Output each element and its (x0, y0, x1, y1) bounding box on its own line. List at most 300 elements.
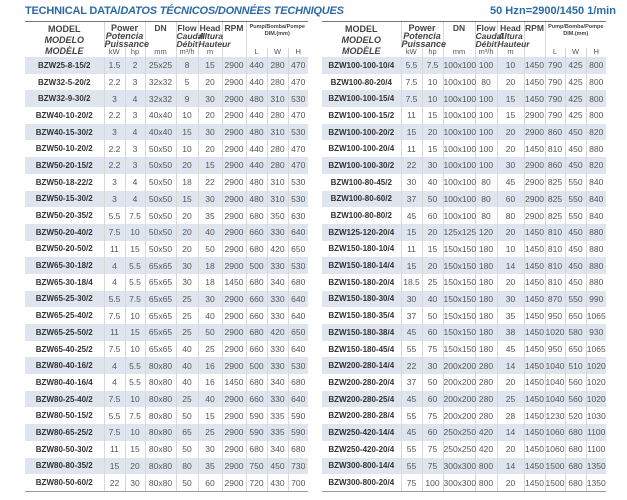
cell-dim-l: 790 (545, 90, 565, 107)
table-row (25, 274, 308, 291)
cell-dim-w: 310 (267, 90, 288, 107)
cell-dim-l: 680 (246, 374, 267, 391)
cell-dim-h: 1350 (586, 458, 606, 475)
cell-dn: 200x200 (443, 357, 475, 374)
cell-dn: 200x200 (443, 391, 475, 408)
cell-flow: 65 (176, 424, 198, 441)
cell-power-kw: 30 (401, 291, 422, 308)
cell-rpm: 2900 (222, 441, 246, 458)
cell-head: 80 (497, 207, 524, 224)
cell-rpm: 1450 (524, 357, 545, 374)
table-header (322, 22, 606, 58)
table-row (322, 407, 606, 424)
cell-dn: 150x150 (443, 274, 475, 291)
cell-model: BZW65-25-40/2 (35, 311, 93, 321)
table-row (25, 90, 308, 107)
cell-model: BZW100-100-20/4 (328, 144, 395, 154)
cell-power-kw: 7.5 (104, 224, 125, 241)
table-row (322, 341, 606, 358)
cell-power-kw: 11 (104, 441, 125, 458)
cell-power-kw: 4 (104, 274, 125, 291)
table-row (322, 324, 606, 341)
cell-model: BZW100-100-10/4 (322, 57, 401, 74)
cell-power-hp: 10 (125, 307, 145, 324)
cell-dim-h: 680 (288, 274, 308, 291)
cell-head: 14 (497, 357, 524, 374)
cell-dim-h: 840 (586, 207, 606, 224)
cell-dim-w: 340 (267, 441, 288, 458)
cell-head: 60 (497, 191, 524, 208)
cell-head: 25 (497, 391, 524, 408)
cell-dim-w: 450 (565, 241, 586, 258)
unit-head: m (198, 48, 222, 57)
cell-head: 20 (497, 441, 524, 458)
cell-rpm: 2900 (222, 291, 246, 308)
unit-flow: m³/h (475, 48, 497, 57)
cell-head: 15 (497, 107, 524, 124)
cell-model: BZW200-280-20/4 (328, 377, 395, 387)
cell-model: BZW100-80-80/2 (330, 211, 392, 221)
cell-dim-h: 680 (288, 441, 308, 458)
table-row (25, 441, 308, 458)
cell-rpm: 2900 (222, 57, 246, 74)
cell-power-kw: 11 (401, 140, 422, 157)
dn-header (443, 22, 475, 49)
cell-power-hp: 15 (422, 140, 443, 157)
table-row (25, 474, 308, 491)
cell-dim-w: 680 (565, 458, 586, 475)
cell-model: BZW80-40-16/2 (25, 357, 104, 374)
cell-power-kw: 3 (104, 90, 125, 107)
cell-model: BZW125-120-20/4 (322, 224, 401, 241)
cell-dim-w: 425 (565, 90, 586, 107)
cell-head: 40 (198, 391, 222, 408)
cell-head: 20 (497, 74, 524, 91)
cell-flow: 180 (475, 341, 497, 358)
cell-head: 20 (497, 224, 524, 241)
cell-model: BZW65-40-25/2 (35, 344, 93, 354)
cell-flow: 180 (475, 274, 497, 291)
cell-model: BZW32-5-20/2 (38, 77, 91, 87)
cell-model: BZW250-420-14/4 (322, 424, 401, 441)
cell-dim-h: 990 (586, 291, 606, 308)
cell-power-hp: 30 (422, 157, 443, 174)
cell-power-kw: 15 (104, 458, 125, 475)
cell-power-hp: 60 (422, 324, 443, 341)
cell-dim-h: 800 (586, 90, 606, 107)
cell-head: 16 (198, 357, 222, 374)
cell-power-kw: 3 (104, 124, 125, 141)
head-fr: Hauteur (198, 39, 231, 49)
cell-dim-w: 330 (267, 341, 288, 358)
cell-dn: 25x25 (145, 57, 176, 74)
table-row (25, 207, 308, 224)
cell-dn: 50x50 (145, 191, 176, 208)
cell-dim-w: 330 (267, 224, 288, 241)
cell-rpm: 1450 (524, 90, 545, 107)
cell-flow: 80 (176, 458, 198, 475)
cell-model: BZW40-15-30/2 (25, 124, 104, 141)
unit-dn: mm (145, 48, 176, 57)
cell-flow: 80 (475, 74, 497, 91)
cell-flow: 25 (176, 391, 198, 408)
cell-power-kw: 45 (401, 424, 422, 441)
cell-dim-h: 1100 (586, 441, 606, 458)
cell-model: BZW50-15-30/2 (25, 191, 104, 208)
cell-flow: 180 (475, 257, 497, 274)
cell-dn: 125x125 (443, 224, 475, 241)
table-row (322, 224, 606, 241)
cell-dim-w: 425 (565, 57, 586, 74)
cell-dim-w: 330 (267, 257, 288, 274)
cell-flow: 280 (475, 374, 497, 391)
cell-dn: 100x100 (443, 140, 475, 157)
table-row (25, 140, 308, 157)
dn-header (145, 22, 176, 49)
cell-dim-l: 860 (545, 157, 565, 174)
unit-h: H (288, 48, 308, 57)
table-row (25, 374, 308, 391)
cell-dn: 40x40 (145, 107, 176, 124)
table-row (322, 57, 606, 74)
table-row (25, 341, 308, 358)
cell-model: BZW150-180-14/4 (322, 257, 401, 274)
cell-dim-h: 470 (288, 157, 308, 174)
head-en: Head (500, 23, 521, 33)
cell-dim-l: 440 (246, 107, 267, 124)
table-row (322, 257, 606, 274)
cell-model: BZW200-280-25/4 (322, 391, 401, 408)
cell-dim-h: 1020 (586, 357, 606, 374)
cell-dim-l: 790 (545, 57, 565, 74)
table-row (25, 191, 308, 208)
cell-power-kw: 7.5 (104, 307, 125, 324)
cell-dim-l: 680 (246, 441, 267, 458)
cell-model: BZW100-100-30/2 (322, 157, 401, 174)
cell-flow: 20 (176, 224, 198, 241)
cell-model: BZW100-100-15/2 (328, 110, 395, 120)
cell-power-hp: 15 (125, 441, 145, 458)
cell-dim-w: 450 (565, 157, 586, 174)
cell-power-kw: 37 (401, 307, 422, 324)
table-row (25, 257, 308, 274)
cell-flow: 280 (475, 407, 497, 424)
cell-dim-h: 530 (288, 90, 308, 107)
cell-head: 15 (198, 157, 222, 174)
cell-rpm: 1450 (524, 291, 545, 308)
cell-dim-h: 820 (586, 124, 606, 141)
table-row (25, 174, 308, 191)
cell-flow: 280 (475, 391, 497, 408)
cell-dim-h: 530 (288, 124, 308, 141)
flow-fr: Débit (475, 39, 497, 49)
cell-dim-w: 680 (565, 441, 586, 458)
cell-dn: 32x32 (145, 90, 176, 107)
table-row (25, 74, 308, 91)
cell-dim-l: 860 (545, 124, 565, 141)
cell-power-kw: 55 (401, 341, 422, 358)
cell-head: 15 (198, 57, 222, 74)
cell-power-hp: 10 (422, 90, 443, 107)
cell-dim-w: 330 (267, 307, 288, 324)
cell-dim-h: 1100 (586, 424, 606, 441)
cell-head: 50 (198, 324, 222, 341)
unit-dn: mm (443, 48, 475, 57)
cell-dim-l: 950 (545, 341, 565, 358)
cell-dn: 50x50 (145, 241, 176, 258)
cell-power-hp: 15 (422, 107, 443, 124)
cell-head: 30 (198, 441, 222, 458)
cell-rpm: 1450 (524, 391, 545, 408)
cell-head: 35 (198, 207, 222, 224)
cell-dn: 80x80 (145, 424, 176, 441)
table-row (25, 124, 308, 141)
cell-dn: 100x100 (443, 57, 475, 74)
technical-data-table-right (322, 21, 606, 492)
cell-dim-h: 470 (288, 107, 308, 124)
cell-dim-l: 480 (246, 124, 267, 141)
cell-flow: 10 (176, 140, 198, 157)
cell-dn: 65x65 (145, 341, 176, 358)
cell-power-hp: 7.5 (125, 207, 145, 224)
head-header (497, 22, 530, 49)
cell-power-hp: 10 (125, 224, 145, 241)
cell-power-kw: 45 (401, 391, 422, 408)
cell-power-kw: 7.5 (401, 74, 422, 91)
title-translations: DATOS TÉCNICOS/DONNÉES TECHNIQUES (120, 5, 344, 17)
cell-rpm: 2900 (222, 107, 246, 124)
cell-model: BZW100-80-20/4 (330, 77, 392, 87)
cell-dim-w: 310 (267, 124, 288, 141)
cell-power-hp: 60 (422, 424, 443, 441)
cell-model: BZW65-25-50/2 (25, 324, 104, 341)
cell-dim-l: 790 (545, 107, 565, 124)
cell-dim-w: 330 (267, 391, 288, 408)
cell-model: BZW32-9-30/2 (25, 90, 104, 107)
cell-flow: 800 (475, 474, 497, 491)
cell-model: BZW50-18-22/2 (35, 177, 93, 187)
cell-flow: 50 (176, 474, 198, 491)
cell-dim-h: 650 (288, 241, 308, 258)
cell-flow: 15 (176, 124, 198, 141)
cell-dim-l: 680 (246, 241, 267, 258)
cell-model: BZW80-50-15/2 (35, 411, 93, 421)
cell-power-kw: 7.5 (104, 424, 125, 441)
table-row (322, 140, 606, 157)
cell-dn: 50x50 (145, 207, 176, 224)
cell-dim-w: 550 (565, 291, 586, 308)
cell-power-hp: 75 (422, 341, 443, 358)
cell-rpm: 1450 (524, 474, 545, 491)
power-es: Potencia (105, 31, 144, 41)
cell-dn: 250x250 (443, 424, 475, 441)
cell-model: BZW100-80-60/2 (322, 191, 401, 208)
cell-rpm: 2900 (222, 241, 246, 258)
cell-dn: 80x80 (145, 441, 176, 458)
cell-head: 30 (198, 124, 222, 141)
rpm-label: RPM (224, 23, 244, 33)
model-en: MODEL (48, 24, 81, 34)
cell-flow: 100 (475, 90, 497, 107)
cell-dim-l: 480 (246, 191, 267, 208)
cell-dim-w: 580 (565, 324, 586, 341)
cell-rpm: 1450 (222, 274, 246, 291)
cell-head: 30 (497, 157, 524, 174)
table-header (25, 22, 308, 58)
cell-rpm: 1450 (222, 374, 246, 391)
cell-rpm: 2900 (524, 124, 545, 141)
table-row (25, 291, 308, 308)
cell-power-kw: 22 (104, 474, 125, 491)
cell-rpm: 2900 (222, 207, 246, 224)
cell-dim-h: 820 (586, 157, 606, 174)
cell-model: BZW50-20-50/2 (35, 244, 93, 254)
unit-l: L (246, 48, 267, 57)
cell-dim-h: 530 (288, 191, 308, 208)
cell-dim-l: 1040 (545, 391, 565, 408)
cell-model: BZW25-8-15/2 (25, 57, 104, 74)
cell-flow: 180 (475, 307, 497, 324)
cell-dn: 50x50 (145, 157, 176, 174)
head-en: Head (199, 23, 221, 33)
cell-power-hp: 4 (125, 174, 145, 191)
cell-dim-l: 1060 (545, 441, 565, 458)
unit-rpm (222, 48, 246, 57)
cell-dn: 150x150 (443, 291, 475, 308)
cell-dim-h: 640 (288, 341, 308, 358)
cell-dim-h: 590 (288, 424, 308, 441)
cell-flow: 180 (475, 241, 497, 258)
cell-power-kw: 11 (104, 241, 125, 258)
cell-dim-h: 590 (288, 407, 308, 424)
cell-dn: 80x80 (145, 391, 176, 408)
cell-model: BZW80-40-16/4 (35, 377, 93, 387)
cell-head: 20 (497, 124, 524, 141)
dimensions-header (246, 22, 308, 49)
cell-power-hp: 20 (125, 458, 145, 475)
cell-dim-h: 1065 (586, 341, 606, 358)
cell-dim-h: 470 (288, 74, 308, 91)
cell-flow: 40 (176, 357, 198, 374)
cell-power-kw: 45 (401, 324, 422, 341)
cell-model: BZW150-180-30/4 (322, 291, 401, 308)
cell-dn: 65x65 (145, 274, 176, 291)
cell-dim-h: 840 (586, 174, 606, 191)
cell-head: 25 (198, 341, 222, 358)
cell-dim-h: 640 (288, 307, 308, 324)
cell-dim-l: 810 (545, 257, 565, 274)
unit-head: m (497, 48, 524, 57)
cell-model: BZW50-10-20/2 (35, 144, 93, 154)
cell-flow: 15 (176, 191, 198, 208)
cell-power-kw: 5.5 (104, 291, 125, 308)
cell-head: 14 (497, 257, 524, 274)
cell-power-hp: 10 (125, 391, 145, 408)
cell-flow: 25 (176, 307, 198, 324)
cell-head: 10 (497, 241, 524, 258)
cell-model: BZW80-65-25/2 (25, 424, 104, 441)
cell-rpm: 2900 (524, 207, 545, 224)
model-es: MODELO (44, 35, 84, 45)
cell-power-kw: 22 (401, 357, 422, 374)
speed-label: n=2900/1450 1/min (519, 5, 616, 17)
cell-power-hp: 3 (125, 157, 145, 174)
unit-hp: hp (125, 48, 145, 57)
cell-flow: 9 (176, 90, 198, 107)
cell-dim-l: 680 (246, 324, 267, 341)
table-row (322, 374, 606, 391)
cell-dim-l: 790 (545, 74, 565, 91)
cell-dim-w: 280 (267, 157, 288, 174)
cell-rpm: 1450 (524, 257, 545, 274)
cell-power-kw: 22 (401, 157, 422, 174)
cell-power-hp: 40 (422, 174, 443, 191)
unit-l: L (545, 48, 565, 57)
head-header (198, 22, 231, 49)
cell-flow: 100 (475, 57, 497, 74)
unit-w: W (267, 48, 288, 57)
cell-dim-w: 350 (267, 207, 288, 224)
cell-dim-h: 530 (288, 357, 308, 374)
cell-power-hp: 15 (125, 324, 145, 341)
cell-power-kw: 3 (104, 174, 125, 191)
cell-dim-l: 810 (545, 274, 565, 291)
head-fr: Hauteur (497, 39, 530, 49)
cell-dn: 65x65 (145, 324, 176, 341)
table-row (322, 107, 606, 124)
cell-dim-l: 500 (246, 357, 267, 374)
cell-dim-h: 530 (288, 257, 308, 274)
cell-dim-h: 930 (586, 324, 606, 341)
table-row (322, 174, 606, 191)
cell-flow: 20 (176, 241, 198, 258)
cell-flow: 10 (176, 107, 198, 124)
cell-power-hp: 50 (422, 191, 443, 208)
cell-dim-w: 340 (267, 274, 288, 291)
cell-rpm: 2900 (222, 341, 246, 358)
cell-rpm: 2900 (222, 257, 246, 274)
table-row (322, 424, 606, 441)
cell-model: BZW100-80-45/2 (330, 177, 392, 187)
cell-rpm: 2900 (524, 174, 545, 191)
cell-dn: 80x80 (145, 407, 176, 424)
cell-power-kw: 18.5 (401, 274, 422, 291)
cell-power-kw: 55 (401, 458, 422, 475)
cell-rpm: 2900 (222, 324, 246, 341)
cell-dim-l: 590 (246, 424, 267, 441)
cell-dim-w: 550 (565, 191, 586, 208)
cell-power-kw: 5.5 (104, 207, 125, 224)
cell-dim-w: 550 (565, 174, 586, 191)
cell-power-kw: 2.2 (104, 140, 125, 157)
cell-dim-l: 660 (246, 224, 267, 241)
cell-power-hp: 3 (125, 107, 145, 124)
cell-dn: 150x150 (443, 341, 475, 358)
table-row (25, 424, 308, 441)
cell-dn: 150x150 (443, 324, 475, 341)
cell-dim-l: 870 (545, 291, 565, 308)
cell-dim-w: 280 (267, 140, 288, 157)
flow-fr: Débit (176, 39, 198, 49)
cell-head: 45 (497, 341, 524, 358)
cell-power-kw: 2.2 (104, 157, 125, 174)
cell-dim-l: 825 (545, 174, 565, 191)
flow-es: Caudal (475, 31, 504, 41)
cell-flow: 420 (475, 424, 497, 441)
cell-model: BZW50-20-40/2 (25, 224, 104, 241)
cell-head: 28 (497, 407, 524, 424)
title-english: TECHNICAL DATA/ (25, 5, 121, 17)
